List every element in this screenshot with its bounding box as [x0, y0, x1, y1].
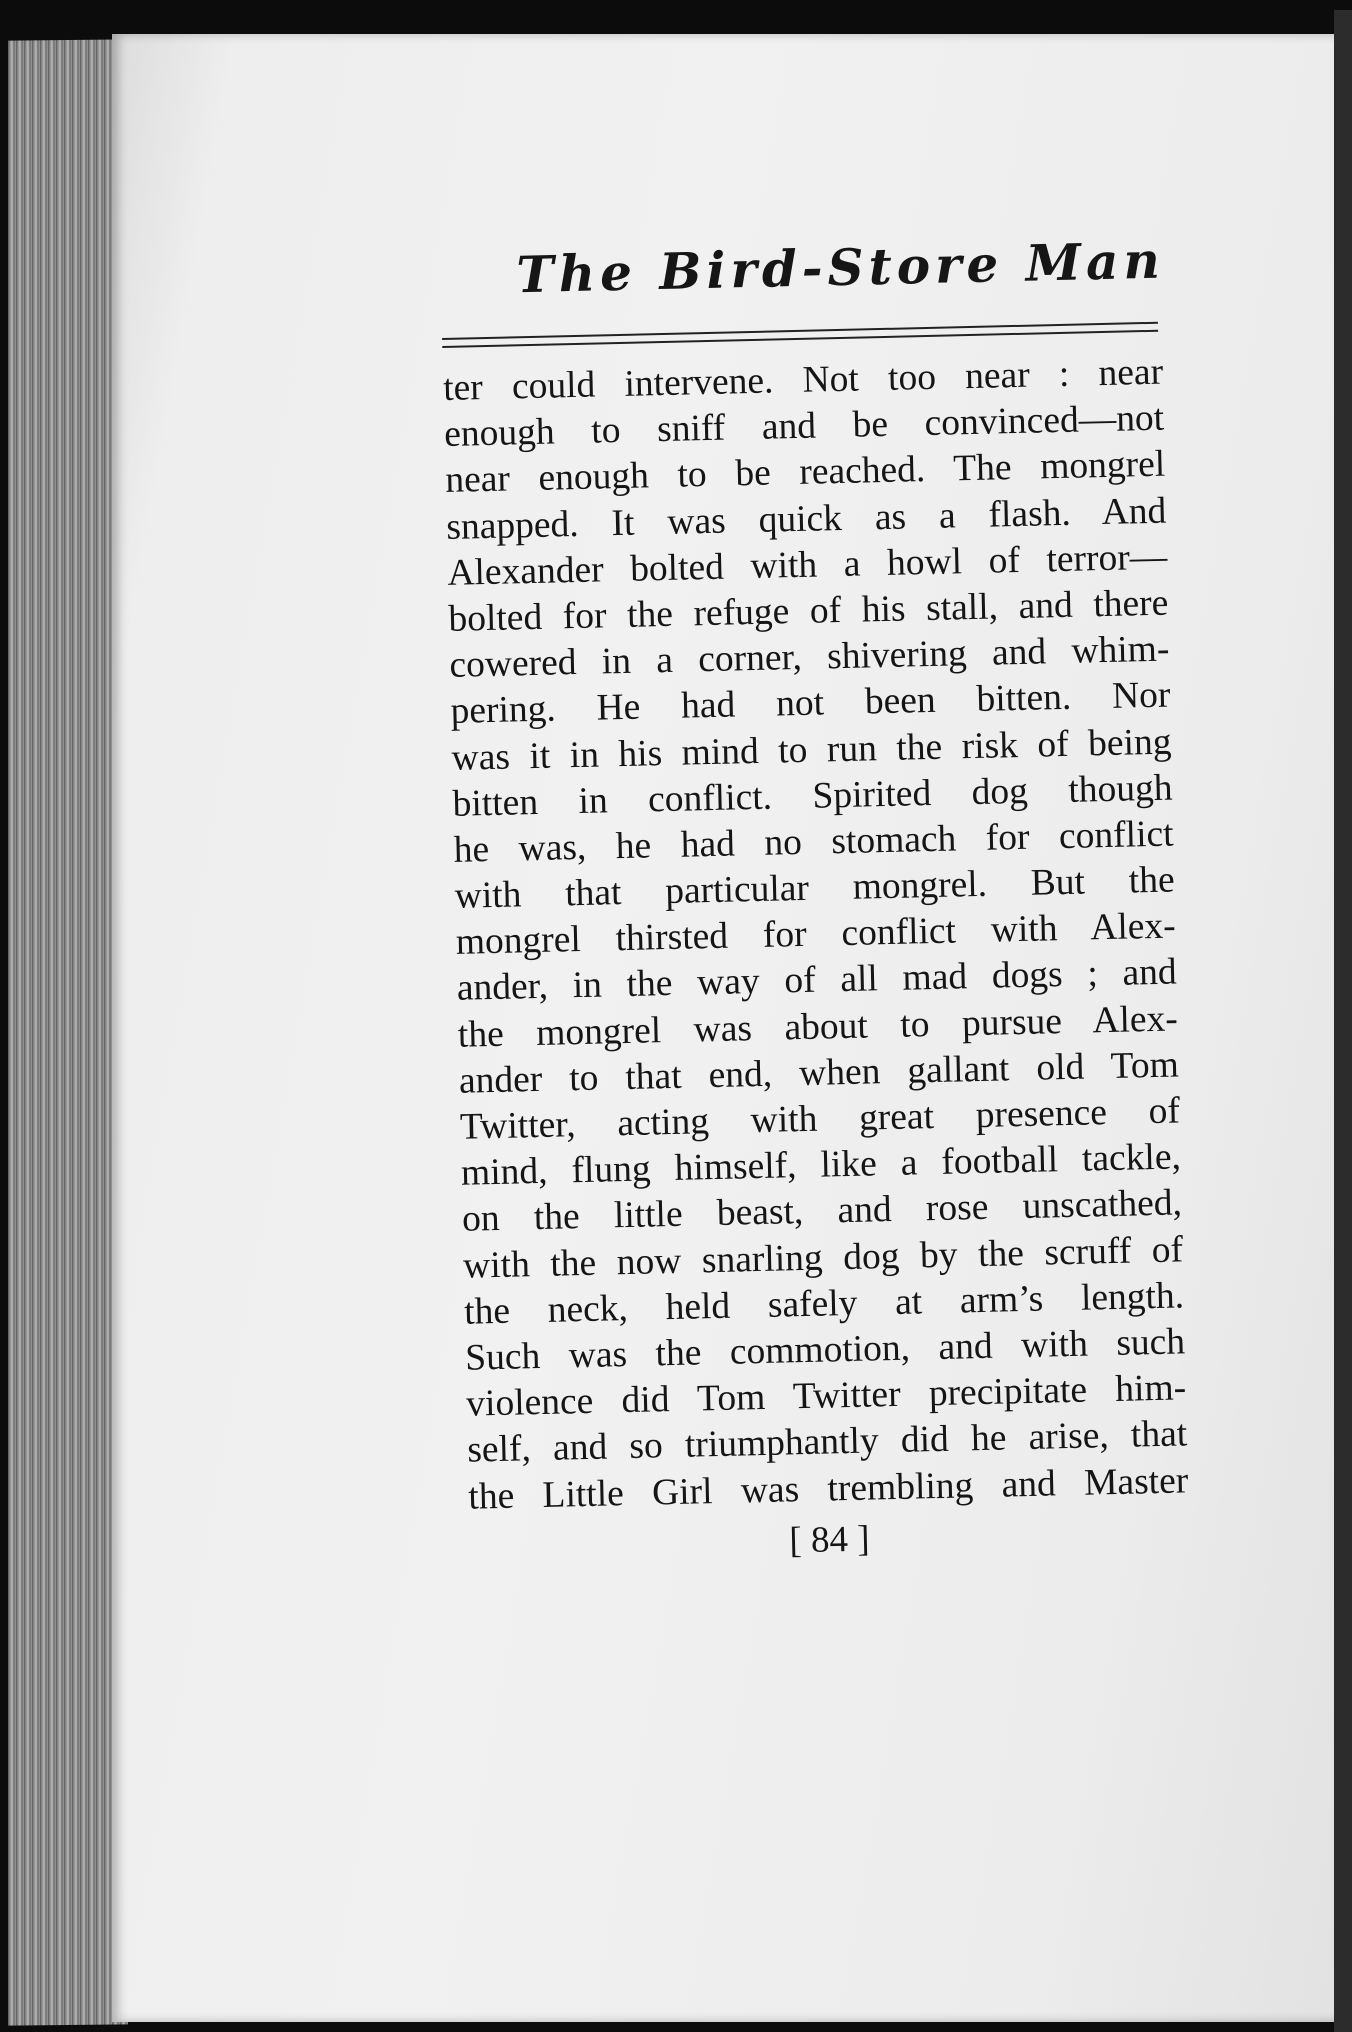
text-line: cowered in a corner, shivering and whim-: [449, 628, 1170, 687]
text-line: ander to that end, when gallant old Tom: [458, 1044, 1180, 1102]
text-line: the Little Girl was trembling and Master: [467, 1459, 1189, 1518]
text-line: snapped. It was quick as a flash. And: [445, 490, 1167, 548]
text-line: bitten in conflict. Spirited dog though: [452, 767, 1173, 825]
text-line: he was, he had no stomach for conflict: [453, 813, 1174, 871]
text-line: Twitter, acting with great presence of: [459, 1090, 1181, 1148]
page-number: [ 84 ]: [788, 1518, 870, 1562]
header-rule-bottom: [442, 330, 1158, 348]
text-line: ander, in the way of all mad dogs ; and: [456, 951, 1178, 1010]
text-line: Alexander bolted with a howl of terror—: [446, 536, 1168, 594]
text-line: on the little beast, and rose unscathed,: [461, 1182, 1183, 1241]
text-line: mind, flung himself, like a football tackle,: [460, 1136, 1182, 1194]
text-line: pering. He had not been bitten. Nor: [450, 674, 1171, 733]
text-line: Such was the commotion, and with such: [464, 1321, 1186, 1379]
text-line: enough to sniff and be convinced—not: [443, 397, 1165, 456]
text-line: near enough to be reached. The mongrel: [444, 443, 1166, 502]
text-line: ter could intervene. Not too near : near: [442, 351, 1164, 409]
page-content: [440, 229, 1230, 1570]
text-line: mongrel thirsted for conflict with Alex-: [455, 905, 1177, 964]
text-line: the neck, held safely at arm’s length.: [463, 1275, 1185, 1333]
text-line: with that particular mongrel. But the: [454, 859, 1176, 917]
text-line: with the now snarling dog by the scruff of: [462, 1228, 1184, 1287]
body-paragraph: [443, 350, 1189, 1521]
text-line: violence did Tom Twitter precipitate him-: [465, 1367, 1187, 1425]
running-title: The Bird-Store Man: [515, 230, 1166, 305]
text-line: the mongrel was about to pursue Alex-: [457, 998, 1179, 1056]
page-edge-right: [1334, 10, 1352, 2032]
text-line: self, and so triumphantly did he arise, that: [466, 1413, 1188, 1471]
text-line: bolted for the refuge of his stall, and there: [448, 582, 1169, 640]
text-line: was it in his mind to run the risk of being: [451, 721, 1172, 779]
page-edges: [8, 39, 128, 2025]
